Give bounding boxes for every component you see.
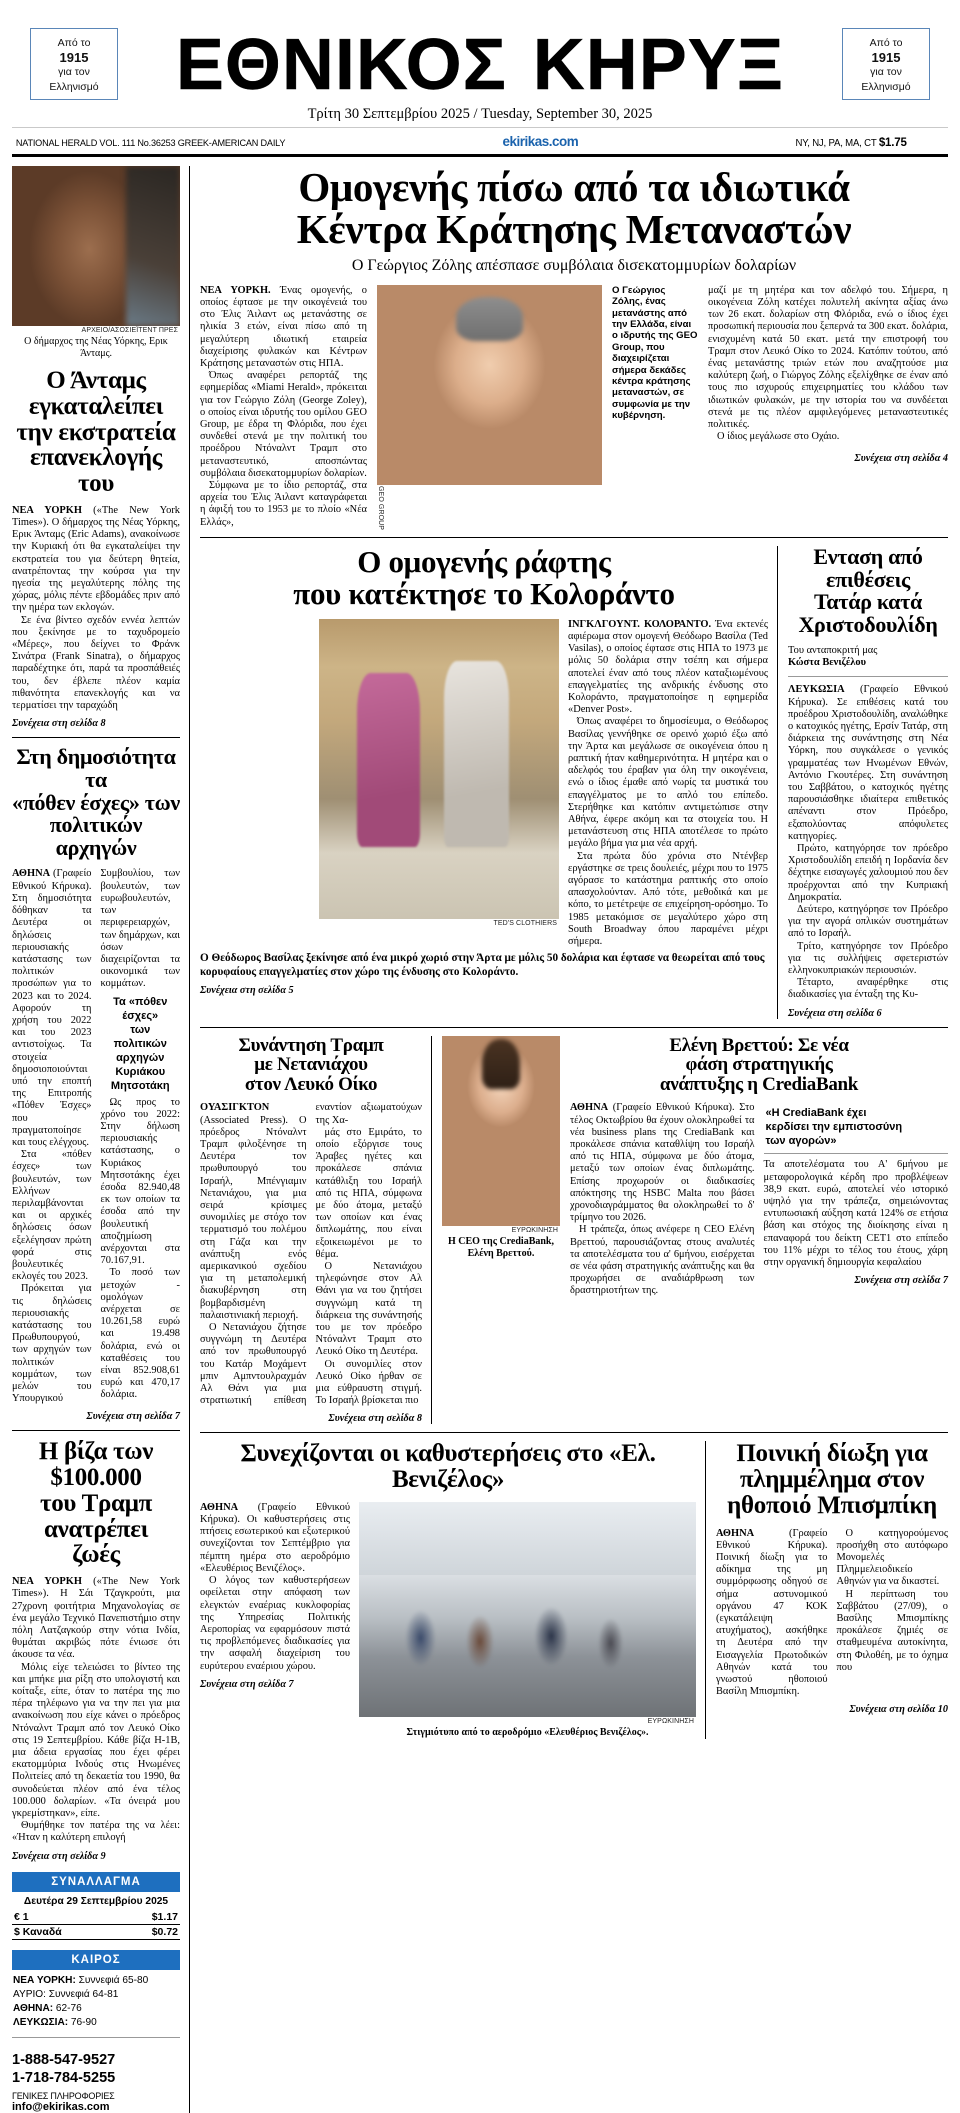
cyprus-para-1: (Γραφείο Εθνικού Κήρυκα). Σε επιθέσεις κατά του προέδρου Χριστοδουλίδη, αναλώθηκε ο κατοχικός ηγέτης, Ερσίν Τατάρ, στη διάρκεια της συνάντησης στη Νέα Υόρκη, που συγκάλεσε ο γενικός γραμματέας των Ηνωμένων Εθνών, Αντόνιο Γκουτέρες. Στη συνάντηση του Σαββάτου, ο κατοχικός ηγέτης παρουσιάσθηκε ιδιαίτερα επιθετικός απέναντι στον Πρόεδρο, εξαπολύοντας απόφυλετες κατηγορίες. — [788, 684, 948, 842]
lead-headline-line-1: Ομογενής πίσω από τα ιδιωτικά — [298, 164, 850, 210]
volume-info: NATIONAL HERALD VOL. 111 No.36253 GREEK-AMERICAN DAILY — [15, 138, 286, 149]
cyprus-headline-line-1: Ενταση από — [813, 543, 923, 569]
visa-para-1: («The New York Times»). Η Σάι Τζαγκρούτι, μια 27χρονη φοιτήτρια Μηχανολογίας σε ένα μεγάλο Τεχνικό Πανεπιστήμιο στην πόλη Λατζαγκούρ στην νότια Ινδία, θυμάται ακριβώς πότε ένιωσε ότι άκουσε τα νέα. — [12, 1576, 180, 1661]
tailor-columns — [200, 619, 768, 948]
pothen-para-3: Πρόκειται για τις δηλώσεις περιουσιακής κατάστασης του Πρωθυπουργού, των αρχηγών των πολιτικών κομμάτων, των μελών του Υπουργικού Συμβουλίου, των βουλευτών, των ευρωβουλευτών, των περιφερειαρχών, των δημάρχων, και όσων διαχειρίζονται τα οικονομικά των κομμάτων. — [12, 868, 180, 1405]
visa-dateline: ΝΕΑ ΥΟΡΚΗ — [12, 1576, 82, 1588]
article-trump-netanyahu — [200, 1036, 432, 1425]
bimbiki-headline-line-2: πλημμέλημα στον — [739, 1466, 925, 1494]
masthead — [12, 0, 948, 122]
tailor-dateline: ΙΝΓΚΛΓΟΥΝΤ. ΚΟΛΟΡΑΝΤΟ. — [568, 618, 712, 630]
credia-headline-line-1: Ελένη Βρεττού: Σε νέα — [669, 1034, 849, 1056]
trump-para-1: (Associated Press). Ο πρόεδρος Ντόναλντ Τραμπ φιλοξένησε τη Δευτέρα τον πρωθυπουργό του Ισραήλ, Μπένγιαμιν Νετανιάχου, για μια σειρά κρίσιμες συνομιλίες με στόχο τον τερματισμό του πολέμου στη Γάζα και την ανάπτυξη ενός αμερικανικού σχεδίου για τη μεταπολεμική διακυβέρνηση στη βομβαρδισμένη παλαιστινιακή περιοχή. — [200, 1114, 307, 1321]
credia-body-2 — [764, 1159, 949, 1269]
zoley-sidebar-caption: Ο Γεώργιος Ζόλης, ένας μετανάστης από την Ελλάδα, είναι ο ιδρυτής της GEO Group, που διαχειρίζεται σήμερα δεκάδες κέντρα κράτησης μεταναστών, σε συμφωνία με την κυβέρνηση. — [612, 284, 698, 422]
bimbiki-headline-line-1: Ποινική δίωξη για — [736, 1440, 928, 1468]
bimbiki-para-2: Ο κατηγορούμενος προσήχθη στο αυτόφωρο Μονομελές Πλημμελειοδικείο Αθηνών για να δικαστεί. — [836, 1527, 948, 1588]
visa-headline-line-1: Η βίζα των — [38, 1438, 154, 1466]
exchange-value-eur: $1.17 — [151, 1910, 178, 1923]
exchange-row-cad — [12, 1925, 180, 1940]
weather-city-nicosia: ΛΕΥΚΩΣΙΑ: — [13, 2016, 69, 2028]
airport-caption: Στιγμιότυπο από το αεροδρόμιο «Ελευθέριος Βενιζέλος». — [406, 1726, 649, 1738]
pothen-dateline: ΑΘΗΝΑ — [12, 868, 51, 880]
credia-para-1: (Γραφείο Εθνικού Κήρυκα). Στο τέλος Οκτωβρίου θα έχουν ολοκληρωθεί τα νέα business plans της CrediaBank και προκάλεσε σπάνια καταθλίψη του Ισραήλ από τις ΗΠΑ, σύμφωνα με δύο άτομα, μεταξύ των οποίων ένας διπλωμάτης. Επίσης προχωρούν οι διαδικασίες απόκτησης της HSBC Malta που βάσει χρονοδιαγράμματος θα ολοκληρωθεί το δ' τρίμηνο του 2026. — [570, 1102, 755, 1224]
lead-para-4: μαζί με τη μητέρα και τον αδελφό του. Σήμερα, η οικογένεια Ζόλη κατέχει πολυτελή ακίνητα αξίας άνω των 26 εκατ. δολαρίων στη Φλόριδα, ενώ ο ίδιος έχει προσωπική περιουσία που ξεπερνά τα 300 εκατ. δολάρια, ενισχυμένη κατά 50 εκατ. μετά την επιστροφή του Τραμπ στον Λευκό Οίκο το 2024. Κατόπιν τούτου, από ένας μετανάστης τριών ετών που αναζητούσε μια καλύτερη ζωή, ο Γιώργος Ζόλης εξελίχθηκε σε έναν από τους πιο ισχυρούς επιχειρηματίες του κλάδου των ιδιωτικών φυλακών, με την ιστορία του να συνδέεται στενά με τις πλέον αμφιλεγόμενες μεταναστευτικές πολιτικές. — [708, 284, 948, 431]
trump-dateline: ΟΥΑΣΙΓΚΤΟΝ — [200, 1102, 270, 1114]
visa-para-2: Μόλις είχε τελειώσει το βίντεο της και μπήκε μια ρίξη στο υπολογιστή και κοίταξε, είπε, όταν το πατέρα της πιο πέρα τηλέφωνο για να την πει για μια ανακοίνωση που είχε κάνει ο πρόεδρος Ντόναλντ Τραμπ από τον Λευκό Οίκο στις 19 Σεπτεμβρίου. Κάθε βίζα Η-1Β, μια άδεια εργασίας που έχει φέρει εκατομμύρια Ινδούς στις Ηνωμένες Πολιτείες από τη δεκαετία του 1990, θα συνοδεύεται πλέον από ένα τέλος 100.000 δολαρίων. «Τα όνειρά μου γκρεμίστηκαν», είπε. — [12, 1661, 180, 1820]
weather-value-nicosia: 76-90 — [68, 2016, 97, 2028]
weather-row-nicosia — [12, 2016, 180, 2030]
pothen-headline-line-1: Στη δημοσιότητα τα — [16, 744, 176, 792]
cyprus-para-2: Πρώτο, κατηγόρησε τον πρόεδρο Χριστοδουλίδη επειδή η Ιορδανία δεν δέχτηκε εισαγωγές χαλουμιού που δεν προέρχονται από την Κυπριακή Δημοκρατία. — [788, 842, 948, 903]
cyprus-para-3: Δεύτερο, κατηγόρησε τον Πρόεδρο για την αγορά οπλικών συστημάτων από το Ισραήλ. — [788, 903, 948, 940]
divider-cyprus — [788, 676, 948, 677]
publication-info-bar — [12, 128, 911, 154]
lead-para-2: Όπως αναφέρει ρεπορτάζ της εφημερίδας «Miami Herald», πρόκειται για τον Γεώργιο Ζόλη (George Zoley), ο οποίος είναι ιδρυτής του ομίλου GEO Group, με έδρα τη Φλόριδα, που έχει συνδεθεί στενά με την πολιτική του προέδρου Ντόναλντ Τραμπ στο μεταναστευτικό, αποσπώντας συμβόλαια δισεκατομμυρίων δολαρίων. — [200, 370, 367, 479]
credia-pullquote — [764, 1102, 949, 1154]
adams-para-1: («The New York Times»). Ο δήμαρχος της Νέας Υόρκης, Ερικ Άνταμς (Eric Adams), ανακοίνωσε την Κυριακή ότι θα εγκαταλείψει την εκστρατεία του για δεύτερη θητεία, ανατρέποντας την κούρσα για την ηγεσία της μεγαλύτερης πόλης της χώρας, μόλις πέντε εβδομάδες πριν από την ημέρα των εκλογών. — [12, 504, 180, 614]
article-pothen — [12, 746, 180, 1422]
tailor-photo-credit: TED'S CLOTHIERS — [493, 919, 557, 927]
weather-value-athens: 62-76 — [53, 2002, 82, 2014]
logo-word-2: ΚΗΡΥΞ — [532, 25, 785, 105]
adams-dateline: ΝΕΑ ΥΟΡΚΗ — [12, 504, 82, 516]
since-left-line4: Ελληνισμό — [49, 80, 99, 93]
phone-toll-free[interactable]: 1-888-547-9527 — [12, 2051, 116, 2068]
exchange-rates-header: ΣΥΝΑΛΛΑΓΜΑ — [12, 1872, 180, 1892]
credia-col-1 — [570, 1102, 755, 1297]
pothen-headline-line-3: πολιτικών αρχηγών — [49, 812, 143, 860]
visa-headline-line-4: ανατρέπει — [43, 1515, 149, 1543]
tailor-jump[interactable]: Συνέχεια στη σελίδα 5 — [200, 985, 294, 997]
brettou-photo-credit: ΕΥΡΩΚΙΝΗΣΗ — [511, 1226, 558, 1234]
adams-body — [12, 505, 180, 712]
contact-label: ΓΕΝΙΚΕΣ ΠΛΗΡΟΦΟΡΙΕΣ — [12, 2090, 115, 2101]
credia-pullquote-line-1: «Η CrediaBank έχει — [765, 1107, 867, 1120]
contact-phones — [12, 2045, 180, 2087]
lead-sidebar-caption-wrap — [612, 285, 698, 529]
weather-list — [12, 1970, 180, 2030]
exchange-row-eur — [12, 1910, 180, 1925]
lead-headline — [200, 164, 948, 253]
bimbiki-headline — [716, 1441, 948, 1518]
cyprus-dateline: ΛΕΥΚΩΣΙΑ — [788, 684, 845, 696]
credia-col-2 — [764, 1102, 949, 1297]
pothen-para-4: Ως προς το χρόνο του 2022: Στην δήλωση περιουσιακής κατάστασης, ο Κυριάκος Μητσοτάκης έχει έσοδα 82.940,48 εκ των οποίων τα έσοδα από την βουλευτική αποζημίωση ανέρχονται στα 70.167,91. — [100, 1096, 180, 1267]
adams-headline-line-2: την εκστρατεία — [16, 418, 176, 446]
cyprus-headline-line-4: Χριστοδουλίδη — [798, 611, 938, 637]
divider-5 — [200, 1432, 948, 1433]
trump-headline-line-1: Συνάντηση Τραμπ — [238, 1034, 384, 1056]
airport-photo-wrap — [359, 1502, 696, 1739]
credia-para-2: Η τράπεζα, όπως ανέφερε η CEO Ελένη Βρεττού, παρουσιάζοντας στους αναλυτές τα αποτελέσματα του α' 6μήνου, εισέρχεται σε νέα φάση στρατηγικής ανάπτυξης και θα προχωρήσει σε αναδιάρθρωση των δραστηριοτήτων της. — [570, 1224, 755, 1297]
adams-headline-line-1: Ο Άνταμς εγκαταλείπει — [28, 367, 164, 420]
credia-main — [570, 1036, 948, 1298]
phone-local[interactable]: 1-718-784-5255 — [12, 2069, 116, 2086]
airport-dateline: ΑΘΗΝΑ — [200, 1501, 239, 1513]
credia-headline-line-2: φάση στρατηγικής — [685, 1054, 833, 1076]
exchange-label-cad: $ Καναδά — [14, 1925, 62, 1938]
weather-city-tomorrow: ΑΥΡΙΟ: — [13, 1988, 46, 2000]
pothen-jump[interactable]: Συνέχεια στη σελίδα 7 — [86, 1411, 180, 1423]
bimbiki-para-1: (Γραφείο Εθνικού Κήρυκα). Ποινική δίωξη για το αδίκημα της μη συμμόρφωσης οδηγού σε σήμα αστυνομικού οργάνου 47 ΚΟΚ (εγκατάλειψη ατυχήματος), ασκήθηκε τη Δευτέρα από την Εισαγγελία Πρωτοδικών Αθηνών κατά του γνωστού ηθοποιού Βασίλη Μπισμπίκη. — [716, 1527, 828, 1698]
credia-headline-line-3: ανάπτυξης η CrediaBank — [659, 1073, 859, 1095]
bimbiki-body — [716, 1528, 948, 1699]
divider-2 — [12, 1430, 180, 1431]
pothen-para-5: Το ποσό των μετοχών - ομολόγων ανέρχεται σε 10.261,58 ευρώ και 19.498 δολάρια, ενώ οι καταθέσεις του είναι 852.908,61 ευρώ και 470,17 δολάρια. — [100, 1267, 180, 1401]
visa-body — [12, 1576, 180, 1844]
credia-headline — [570, 1036, 948, 1095]
credia-photo-wrap — [442, 1036, 560, 1298]
divider-4 — [200, 1027, 948, 1028]
visa-headline-line-2: $100.000 — [50, 1464, 142, 1492]
tailor-headline — [200, 543, 768, 611]
weather-city-athens: ΑΘΗΝΑ: — [13, 2002, 54, 2014]
pothen-headline — [12, 746, 180, 859]
lead-para-5: Ο ίδιος μεγάλωσε στο Οχάιο. — [717, 431, 840, 443]
cyprus-para-5: Τέταρτο, αναφέρθηκε στις διαδικασίες για ένταξη της Κυ- — [788, 977, 948, 1001]
brettou-caption-line-2: Ελένη Βρεττού. — [467, 1247, 535, 1259]
airport-body — [200, 1502, 350, 1673]
price-regions: NY, NJ, PA, MA, CT — [795, 138, 879, 149]
cyprus-byline — [788, 645, 948, 670]
contact-email[interactable]: info@ekirikas.com — [12, 2100, 110, 2113]
since-right-line3: για τον — [870, 66, 902, 78]
pothen-pullquote-line-1: Τα «πόθεν έσχες» — [113, 995, 168, 1022]
cover-price — [796, 135, 907, 149]
row-tailor-cyprus — [200, 543, 948, 1019]
article-lead-story — [200, 166, 948, 529]
since-right-line1: Από το — [869, 37, 903, 49]
brettou-photo — [442, 1036, 560, 1226]
pothen-para-2: Στα «πόθεν έσχες» των βουλευτών, των Ελλήνων περιλαμβάνονται και οι αρχικές δηλώσεις όσων εξελέγησαν πρώτη φορά στις βουλευτικές εκλογές του 2023. — [12, 1149, 92, 1283]
bimbiki-jump[interactable]: Συνέχεια στη σελίδα 10 — [849, 1704, 948, 1716]
tailor-photo — [319, 619, 559, 919]
airport-jump[interactable]: Συνέχεια στη σελίδα 7 — [200, 1678, 294, 1690]
pothen-pullquote — [101, 991, 181, 1097]
weather-value-nyc: Συννεφιά 65-80 — [75, 1974, 149, 1986]
tailor-col-right — [568, 619, 768, 948]
since-badge-left — [30, 28, 118, 100]
tailor-para-1: Ένα εκτενές αφιέρωμα στον ομογενή Θεόδωρο Βασίλα (Ted Vasilas), ο οποίος έφτασε στις ΗΠΑ το 1973 με μόλις 50 δολάρια στην τσέπη και σήμερα αποτελεί έναν από τους πλέον καταξιωμένους επαγγελματίες της ανδρικής ένδυσης στο Κολοράντο, πραγματοποίησε η εφημερίδα «Denver Post». — [568, 618, 768, 716]
article-bimbiki — [716, 1441, 948, 1739]
pothen-headline-line-2: «πόθεν έσχες» των — [12, 789, 180, 815]
article-visa — [12, 1439, 180, 1861]
trump-headline-line-3: στον Λευκό Οίκο — [244, 1073, 378, 1095]
trump-para-3: μάς στο Εμιράτο, το οποίο εξόργισε τους Άραβες ηγέτες και προκάλεσε σπάνια κατάθλιξη του Ισραήλ από τις ΗΠΑ, σύμφωνα με δύο άτομα, μεταξύ των οποίων και ένας διπλωμάτης, που είναι εξοικειωμένοι με το θέμα. — [315, 1126, 422, 1260]
airport-para-2: Ο λόγος των καθυστερήσεων οφείλεται στην απόφαση των ελεγκτών εναέριας κυκλοφορίας της Υπηρεσίας Πολιτικής Αεροπορίας να εφαρμόσουν πιστά τις προβλεπόμενες διαδικασίες για την ασφαλή διαχείριση του ευρύτερου εναέριου χώρου. — [200, 1575, 350, 1672]
airport-columns — [200, 1502, 696, 1739]
since-left-line1: Από το — [57, 37, 91, 49]
brettou-caption-line-1: Η CEO της CrediaBank, — [447, 1235, 554, 1247]
cyprus-headline-line-3: Τατάρ κατά — [814, 589, 922, 615]
credia-dateline: ΑΘΗΝΑ — [570, 1102, 609, 1114]
cyprus-headline — [788, 543, 948, 637]
bimbiki-para-3: Η περίπτωση του Σαββάτου (27/09), ο Βασίλης Μπισμπίκης προκάλεσε ζημιές σε σταθμευμένα αυτοκίνητα, στη Φιλοθέη, με το όχημα που — [836, 1588, 948, 1673]
header-rule — [12, 154, 948, 157]
price-value: $1.75 — [878, 135, 907, 149]
lead-jump[interactable]: Συνέχεια στη σελίδα 4 — [854, 453, 948, 465]
lead-para-3: Σύμφωνα με το ίδιο ρεπορτάζ, στα αρχεία του Έλις Άιλαντ καταγράφεται η άφιξή του το 1953 με το πλοίο «Νέα Ελλάς», — [200, 480, 367, 528]
bimbiki-headline-line-3: ηθοποιό Μπισμπίκη — [727, 1491, 937, 1519]
since-left-year: 1915 — [59, 49, 89, 65]
adams-headline-line-3: επανεκλογής του — [30, 444, 162, 497]
airport-col-text — [200, 1502, 350, 1739]
weather-row-nyc — [12, 1974, 180, 1988]
pothen-pullquote-line-3: Κυριάκου Μητσοτάκη — [110, 1065, 170, 1092]
tailor-para-3: Στα πρώτα δύο χρόνια στο Ντένβερ εργάστηκε σε τρεις δουλειές, μέχρι που το 1975 αγόρασε το κατάστημα ραπτικής στο οποίο απασχολούνταν. Από τότε, μεθοδικά και με κόπο, το μετέτρεψε σε επιχείρηση-ορόσημο. Το 1985 μετακόμισε σε μεγαλύτερο χώρο στη South Broadway όπου παραμένει μέχρι σήμερα. — [568, 850, 768, 948]
adams-photo-caption: Ο δήμαρχος της Νέας Υόρκης, Ερικ Άνταμς. — [24, 336, 168, 359]
airport-headline: Συνεχίζονται οι καθυστερήσεις στο «Ελ. Βενιζέλος» — [240, 1440, 656, 1494]
tailor-photo-wrap — [319, 619, 559, 948]
article-tailor — [200, 543, 778, 1019]
credia-jump[interactable]: Συνέχεια στη σελίδα 7 — [854, 1275, 948, 1287]
issue-date: Τρίτη 30 Σεπτεμβρίου 2025 / Tuesday, September 30, 2025 — [307, 106, 653, 122]
airport-para-1: (Γραφείο Εθνικού Κήρυκα). Οι καθυστερήσεις στις πτήσεις εσωτερικού και εξωτερικού συνεχίζονται τον Σεπτέμβριο για πέμπτη ημέρα στο αεροδρόμιο «Ελευθέριος Βενιζέλος». — [200, 1501, 350, 1574]
adams-jump[interactable]: Συνέχεια στη σελίδα 8 — [12, 718, 106, 730]
lead-columns — [200, 285, 948, 529]
visa-headline — [12, 1439, 180, 1568]
cyprus-para-4: Τρίτο, κατηγόρησε τον Πρόεδρο για τις συλλήψεις σφετεριστών ελληνοκυπριακών περιουσιών. — [788, 940, 948, 976]
credia-columns — [570, 1102, 948, 1297]
visa-para-3: Θυμήθηκε τον πατέρα της να λέει: «Ήταν η καλύτερη επιλογή — [12, 1820, 180, 1844]
lead-dateline: ΝΕΑ ΥΟΡΚΗ. — [200, 284, 271, 296]
article-adams — [12, 166, 180, 729]
article-cyprus — [788, 543, 948, 1019]
visa-headline-line-5: ζωές — [72, 1541, 120, 1569]
left-rail — [12, 166, 190, 2113]
credia-top — [442, 1036, 948, 1298]
credia-para-3: Τα αποτελέσματα του Α' 6μήνου με μεταφορολογικά κέρδη προ προβλέψεων 38,9 εκατ. ευρώ, αποτελεί νέο ιστορικό υψηλό για την τράπεζα, σημειώνοντας εντυπωσιακή αύξηση κατά 124% σε ετήσια βάση και στόχος της διοίκησης είναι η επαναφορά του δείκτη CET1 στο επίπεδο του 11% μέχρι το τέλος του έτους, χάρη στην οργανική δημιουργία κεφαλαίου — [763, 1159, 948, 1268]
tailor-headline-line-1: Ο ομογενής ράφτης — [357, 543, 611, 579]
weather-row-tomorrow — [12, 1988, 180, 2002]
website-link[interactable]: ekirikas.com — [502, 133, 579, 149]
lead-deck: Ο Γεώργιος Ζόλης απέσπασε συμβόλαια δισεκατομμυρίων δολαρίων — [351, 257, 797, 275]
row-trump-credia — [200, 1036, 948, 1425]
article-airport — [200, 1441, 706, 1739]
divider-contact — [12, 2037, 180, 2038]
visa-headline-line-3: του Τραμπ — [40, 1489, 152, 1517]
adams-photo-credit: ΑΡΧΕΙΟ/ΑΣΟΣΙΕΪΤΕΝΤ ΠΡΕΣ — [81, 327, 178, 334]
adams-photo — [12, 166, 180, 326]
trump-para-4: Ο Νετανιάχου τηλεφώνησε στον Αλ Θάνι για να του ζητήσει συγγνώμη κατά τη διάρκεια της συνάντησής του με τον πρόεδρο Ντόναλντ Τραμπ στο Λευκό Οίκο τη Δευτέρα. — [315, 1260, 422, 1358]
trump-para-2: Ο Νετανιάχου ζήτησε συγγνώμη τη Δευτέρα από τον πρωθυπουργό του Κατάρ Μοχάμεντ μπιν Αμπντουλραχμάν Αλ Θάνι για μια στρατιωτική επίθεση εναντίον αξιωματούχων της Χα- — [200, 1102, 422, 1407]
credia-pullquote-line-3: των αγορών» — [765, 1135, 837, 1148]
main-content — [190, 166, 948, 2113]
tailor-para-2: Όπως αναφέρει το δημοσίευμα, ο Θεόδωρος Βασίλας γεννήθηκε σε ορεινό χωριό έξω από την Άρτα και μεγάλωσε σε οικογένεια όπου η ραπτική ήταν καθημερινότητα. Η μητέρα και ο αδελφός του έραβαν για όλη την οικογένεια, ενώ ο ίδιος έμαθε από νωρίς τα μυστικά του επαγγέλματος με το απλό του επίπεδο. Στερήθηκε και κατόπιν αντιμετώπισε στην Αθήνα, έφερε ακόμη και τα στοιχεία του. Η μετανάστευση στις ΗΠΑ αποτέλεσε το πρώτο μεγάλο βήμα για μια νέα αρχή. — [568, 716, 768, 850]
exchange-rates-date: Δευτέρα 29 Σεπτεμβρίου 2025 — [23, 1895, 169, 1907]
lead-body-2 — [708, 285, 948, 444]
weather-row-athens — [12, 2002, 180, 2016]
divider-3 — [200, 537, 948, 538]
lead-headline-line-2: Κέντρα Κράτησης Μεταναστών — [296, 206, 852, 253]
cyprus-byline-author: Κώστα Βενιζέλου — [788, 656, 866, 668]
tailor-col-left — [200, 619, 310, 948]
article-credia — [442, 1036, 948, 1425]
trump-para-5: Οι συνομιλίες στον Λευκό Οίκο ήρθαν σε μια εύθραυστη στιγμή. Το Ισραήλ βρίσκεται πιο — [315, 1358, 422, 1407]
since-right-year: 1915 — [871, 49, 901, 65]
lead-col-2 — [708, 285, 948, 529]
weather-city-nyc: ΝΕΑ ΥΟΡΚΗ: — [13, 1974, 76, 1986]
visa-jump[interactable]: Συνέχεια στη σελίδα 9 — [12, 1850, 106, 1862]
lead-body-1 — [200, 285, 367, 529]
divider-1 — [12, 737, 180, 738]
cyprus-body — [788, 684, 948, 1001]
trump-headline — [200, 1036, 422, 1095]
airport-photo-credit: ΕΥΡΩΚΙΝΗΣΗ — [647, 1717, 694, 1725]
airport-photo — [359, 1502, 696, 1717]
trump-headline-line-2: με Νετανιάχου — [254, 1054, 368, 1076]
adams-para-2: Σε ένα βίντεο σχεδόν εννέα λεπτών που ξεκίνησε με το ταχυδρομείο «Μέρες», που δείχνει το Φράνκ Σινάτρα (Frank Sinatra), ο δήμαρχος παραδέχτηκε ότι, παρά τα προσπάθειές του, δεν έβλεπε πλέον καμία πιθανότητα επανεκλογής και να τερματίσει την ταραχώδη — [12, 614, 180, 711]
logo-word-1: ΕΘΝΙΚΟΣ — [175, 25, 507, 105]
adams-headline — [12, 368, 180, 497]
exchange-value-cad: $0.72 — [151, 1925, 178, 1938]
since-badge-right — [842, 28, 930, 100]
pothen-pullquote-line-2: των πολιτικών αρχηγών — [113, 1023, 167, 1064]
weather-header: ΚΑΙΡΟΣ — [12, 1950, 180, 1970]
credia-pullquote-line-2: κερδίσει την εμπιστοσύνη — [765, 1121, 903, 1134]
trump-jump[interactable]: Συνέχεια στη σελίδα 8 — [328, 1413, 422, 1425]
brettou-caption — [442, 1236, 560, 1260]
tailor-body-right — [568, 619, 768, 948]
cyprus-headline-line-2: επιθέσεις — [826, 566, 910, 592]
since-left-line3: για τον — [58, 66, 90, 78]
cyprus-jump[interactable]: Συνέχεια στη σελίδα 6 — [788, 1007, 882, 1019]
weather-value-tomorrow: Συννεφιά 64-81 — [45, 1988, 119, 2000]
bimbiki-dateline: ΑΘΗΝΑ — [716, 1527, 755, 1539]
since-right-line4: Ελληνισμό — [861, 80, 911, 93]
newspaper-logo — [12, 26, 948, 104]
lead-photo-wrap — [377, 285, 602, 529]
page-grid — [12, 166, 948, 2113]
tailor-headline-line-2: που κατέκτησε το Κολοράντο — [293, 575, 675, 611]
pothen-para-1: (Γραφείο Εθνικού Κήρυκα). Στη δημοσιότητα δόθηκαν τα Δευτέρα οι δηλώσεις περιουσιακής κατάστασης των πολιτικών προσώπων για το 2023 και το 2024. Αφορούν τη χρήση του 2022 και του 2023 αντιστοίχως. Τα στοιχεία δημοσιοποιούνται υπό την εποπτή της Επιτροπής «Πόθεν Έσχες» που πραγματοποίησε και τους ελέγχους. — [12, 868, 92, 1148]
zoley-photo-credit: GEO GROUP — [377, 485, 384, 530]
trump-body — [200, 1102, 422, 1407]
lead-para-1: Ένας ομογενής, ο οποίος έφτασε με την οικογένειά του στο Έλις Άιλαντ ως μετανάστης σε ηλικία 3 ετών, είναι πίσω από τη μεγαλύτερη ιδιωτική εταιρεία διαχείρισης φυλακών και Κέντρων Κράτησης μεταναστών στις ΗΠΑ. — [200, 284, 367, 370]
pothen-body — [12, 868, 180, 1405]
row-airport-bimbiki — [200, 1441, 948, 1739]
credia-body-1 — [570, 1102, 755, 1297]
exchange-label-eur: € 1 — [14, 1910, 29, 1923]
zoley-photo — [377, 285, 602, 485]
tailor-caption: Ο Θεόδωρος Βασίλας ξεκίνησε από ένα μικρό χωριό στην Άρτα με μόλις 50 δολάρια και έφτασε να θεωρείται από τους κορυφαίους επαγγελματίες στον χώρο της ένδυσης στο Κολοράντο. — [200, 952, 765, 978]
cyprus-byline-line-1: Του ανταποκριτή μας — [788, 644, 878, 656]
lead-col-1 — [200, 285, 367, 529]
